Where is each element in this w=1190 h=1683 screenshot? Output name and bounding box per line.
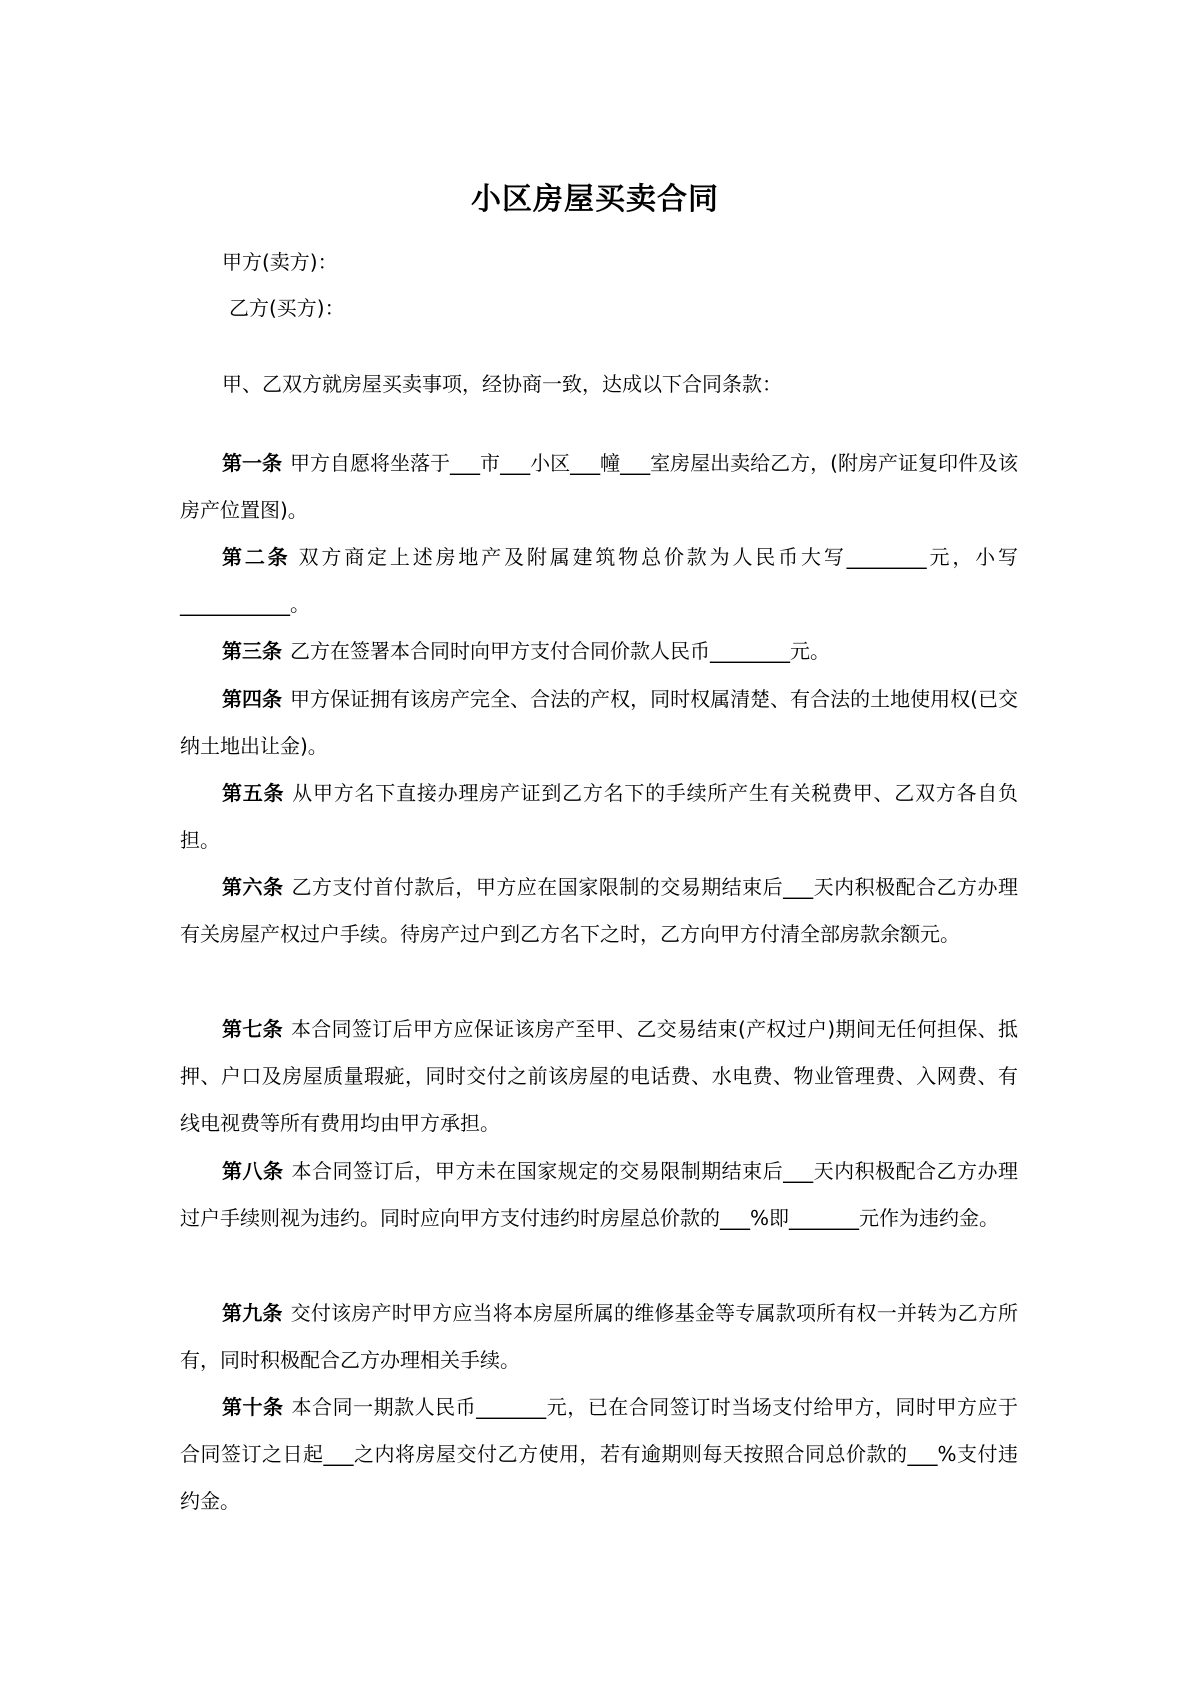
clause-10 <box>180 1384 1018 1525</box>
clause-2 <box>180 534 1018 628</box>
clause-text: 乙方支付首付款后，甲方应在国家限制的交易期结束后___天内积极配合乙方办理有关房屋产权过户手续。待房产过户到乙方名下之时，乙方向甲方付清全部房款余额元。 <box>180 875 1019 946</box>
clause-heading: 第六条 <box>222 875 284 899</box>
clause-text: 甲方自愿将坐落于___市___小区___幢___室房屋出卖给乙方，(附房产证复印件及该房产位置图)。 <box>180 451 1018 522</box>
party-a-label: 甲方(卖方)： <box>222 250 338 274</box>
clause-text: 双方商定上述房地产及附属建筑物总价款为人民币大写________元，小写___________。 <box>180 545 1019 616</box>
party-b-label: 乙方(买方)： <box>229 296 345 320</box>
intro-paragraph: 甲、乙双方就房屋买卖事项，经协商一致，达成以下合同条款： <box>222 372 782 396</box>
clause-8 <box>180 1148 1018 1242</box>
clause-heading: 第一条 <box>222 451 283 475</box>
clause-text: 交付该房产时甲方应当将本房屋所属的维修基金等专属款项所有权一并转为乙方所有，同时积极配合乙方办理相关手续。 <box>180 1301 1019 1372</box>
clause-1 <box>180 440 1018 534</box>
clause-text: 乙方在签署本合同时向甲方支付合同价款人民币________元。 <box>290 639 830 663</box>
clause-heading: 第五条 <box>222 781 285 805</box>
clause-heading: 第七条 <box>222 1017 283 1041</box>
clause-heading: 第八条 <box>222 1159 284 1183</box>
clause-heading: 第十条 <box>222 1395 284 1419</box>
clause-heading: 第三条 <box>222 639 282 663</box>
clause-text: 从甲方名下直接办理房产证到乙方名下的手续所产生有关税费甲、乙双方各自负担。 <box>180 781 1019 852</box>
clause-7 <box>180 1006 1018 1147</box>
clause-4 <box>180 676 1018 770</box>
clause-3 <box>180 628 1018 675</box>
clause-text: 本合同签订后甲方应保证该房产至甲、乙交易结束(产权过户)期间无任何担保、抵押、户口及房屋质量瑕疵，同时交付之前该房屋的电话费、水电费、物业管理费、入网费、有线电视费等所有费用均由甲方承担。 <box>180 1017 1018 1135</box>
clause-text: 甲方保证拥有该房产完全、合法的产权，同时权属清楚、有合法的土地使用权(已交纳土地出让金)。 <box>180 687 1018 758</box>
clause-text: 本合同签订后，甲方未在国家规定的交易限制期结束后___天内积极配合乙方办理过户手续则视为违约。同时应向甲方支付违约时房屋总价款的___%即_______元作为违约金。 <box>180 1159 1019 1230</box>
clause-5 <box>180 770 1018 864</box>
clause-heading: 第四条 <box>222 687 283 711</box>
page-title: 小区房屋买卖合同 <box>471 182 719 217</box>
clause-6 <box>180 864 1018 958</box>
clause-heading: 第二条 <box>222 545 291 569</box>
clause-heading: 第九条 <box>222 1301 283 1325</box>
clause-9 <box>180 1290 1018 1384</box>
clause-text: 本合同一期款人民币_______元，已在合同签订时当场支付给甲方，同时甲方应于合同签订之日起___之内将房屋交付乙方使用，若有逾期则每天按照合同总价款的___%支付违约金。 <box>180 1395 1019 1513</box>
